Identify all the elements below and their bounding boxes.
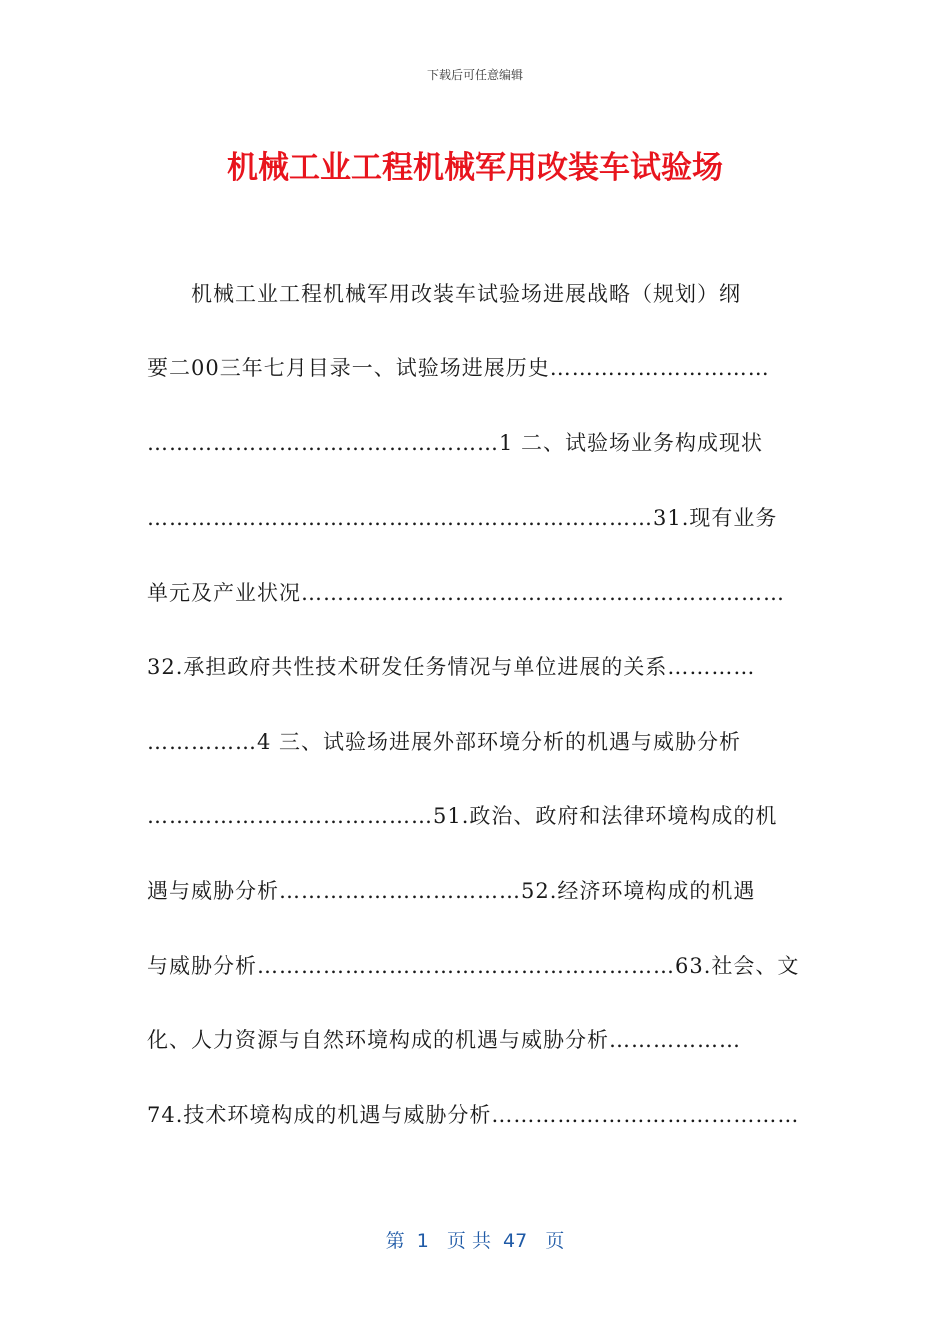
body-line-5: 单元及产业状况………………………………………………………… — [147, 581, 785, 605]
body-line-6: 32.承担政府共性技术研发任务情况与单位进展的关系………… — [147, 655, 756, 679]
body-line-2: 要二00三年七月目录一、试验场进展历史………………………… — [147, 356, 770, 380]
body-line-3: …………………………………………1 二、试验场业务构成现状 — [147, 431, 764, 455]
header-note: 下载后可任意编辑 — [426, 68, 523, 82]
body-line-9: 遇与威胁分析……………………………52.经济环境构成的机遇 — [147, 879, 756, 903]
body-line-7: ……………4 三、试验场进展外部环境分析的机遇与威胁分析 — [147, 730, 742, 754]
body-line-10: 与威胁分析…………………………………………………63.社会、文 — [147, 954, 800, 978]
body-line-8: …………………………………51.政治、政府和法律环境构成的机 — [147, 804, 778, 828]
body-line-1: 机械工业工程机械军用改装车试验场进展战略（规划）纲 — [147, 282, 741, 306]
body-line-12: 74.技术环境构成的机遇与威胁分析…………………………………… — [147, 1103, 800, 1127]
page-footer: 第 1 页 共 47 页 — [385, 1230, 565, 1252]
body-line-11: 化、人力资源与自然环境构成的机遇与威胁分析……………… — [147, 1028, 741, 1052]
document-title: 机械工业工程机械军用改装车试验场 — [227, 150, 723, 186]
body-line-4: ……………………………………………………………31.现有业务 — [147, 506, 778, 530]
